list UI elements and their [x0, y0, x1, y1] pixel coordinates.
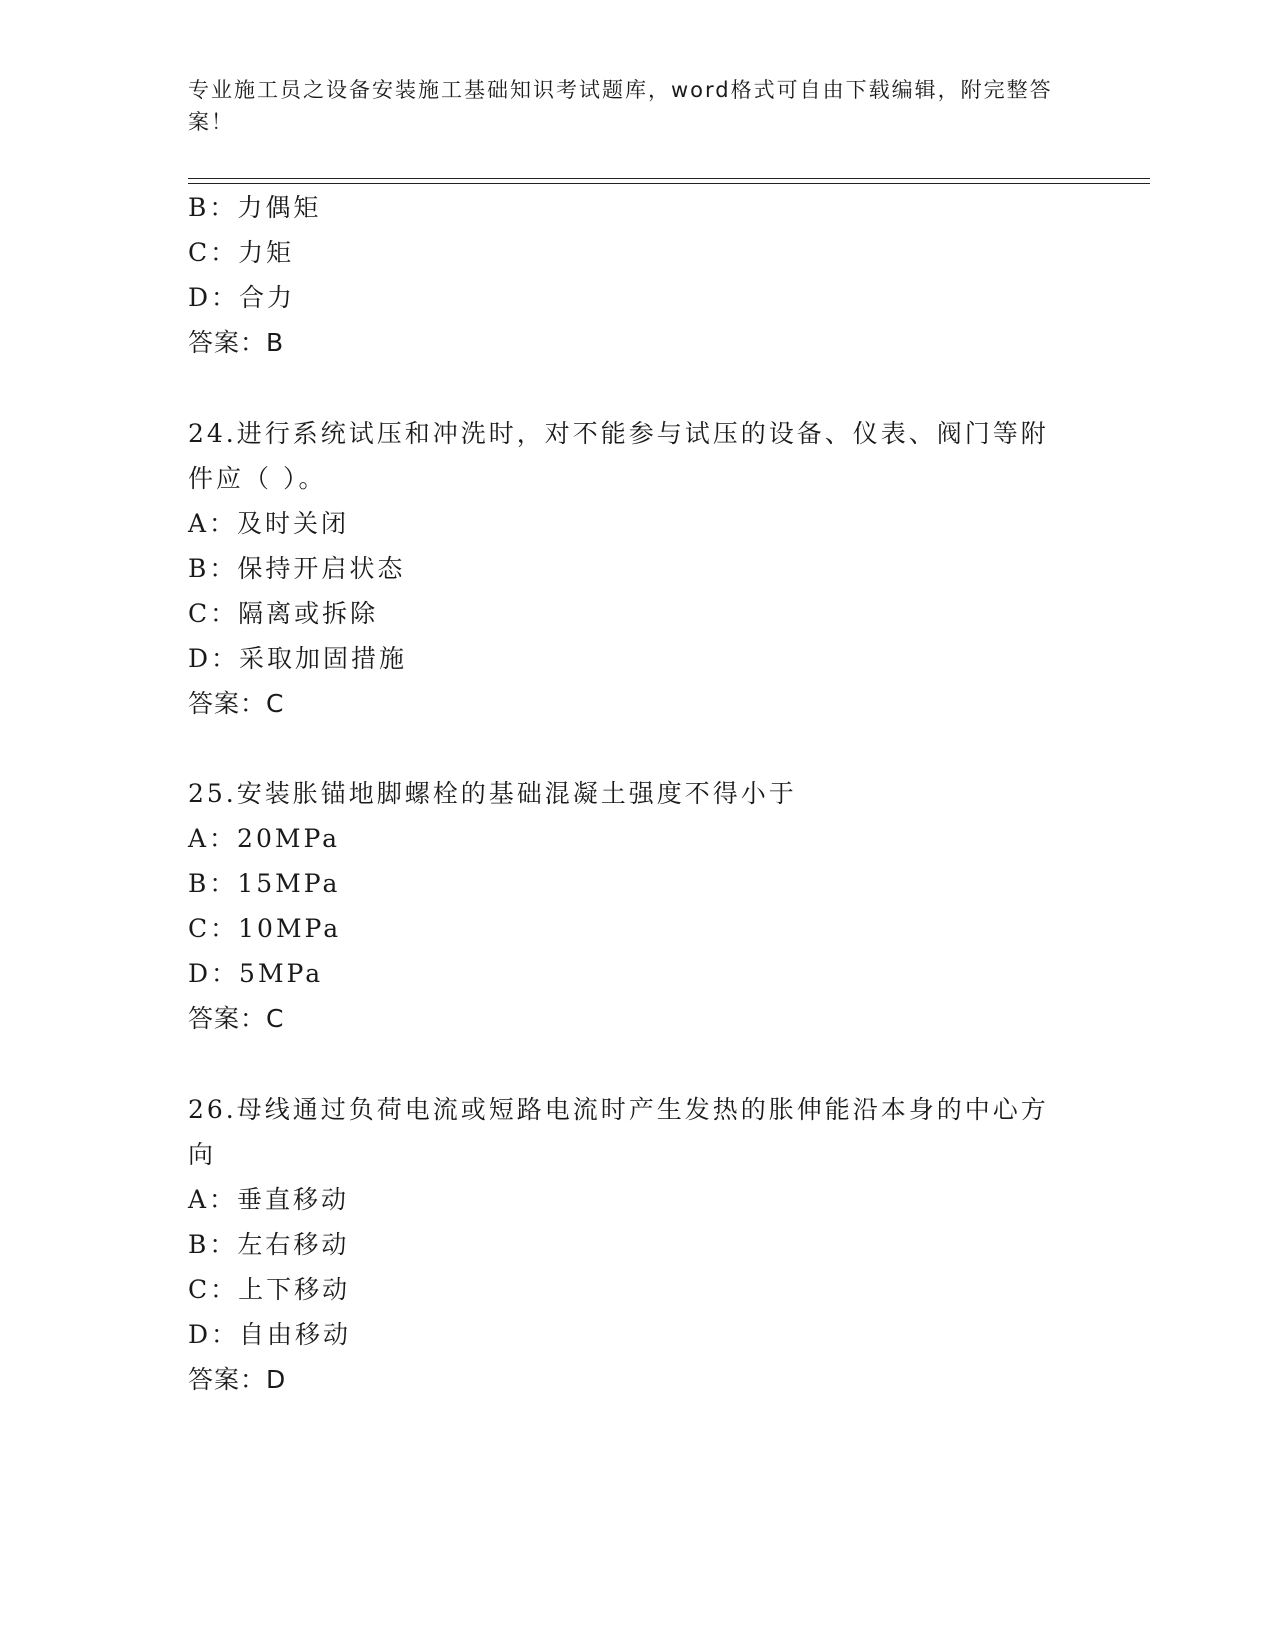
q25-option-c: C：10MPa — [188, 914, 342, 943]
q23-option-d: D：合力 — [188, 283, 296, 312]
header-divider-bottom — [188, 183, 1150, 184]
q24-option-a: A：及时关闭 — [188, 509, 350, 538]
q25-option-b: B：15MPa — [188, 869, 341, 898]
q26-option-c: C：上下移动 — [188, 1275, 351, 1304]
q24-stem-line-2: 件应（ ）。 — [188, 464, 327, 493]
q23-option-b: B：力偶矩 — [188, 193, 322, 222]
q23-option-c: C：力矩 — [188, 238, 295, 267]
q26-option-b: B：左右移动 — [188, 1230, 350, 1259]
q26-stem-line-2: 向 — [188, 1140, 217, 1169]
q25-answer: 答案：C — [188, 1004, 285, 1033]
q24-option-c: C：隔离或拆除 — [188, 599, 379, 628]
page-header-title: 专业施工员之设备安装施工基础知识考试题库，word格式可自由下载编辑，附完整答案！ — [188, 78, 1053, 134]
q26-stem-line-1: 26.母线通过负荷电流或短路电流时产生发热的胀伸能沿本身的中心方 — [188, 1095, 1049, 1124]
q26-answer: 答案：D — [188, 1365, 287, 1394]
q25-stem-line-1: 25.安装胀锚地脚螺栓的基础混凝土强度不得小于 — [188, 779, 797, 808]
q24-stem-line-1: 24.进行系统试压和冲洗时，对不能参与试压的设备、仪表、阀门等附 — [188, 419, 1049, 448]
q23-answer: 答案：B — [188, 328, 285, 357]
q26-option-d: D：自由移动 — [188, 1320, 352, 1349]
q24-option-d: D：采取加固措施 — [188, 644, 408, 673]
header-divider-top — [188, 178, 1150, 179]
q24-option-b: B：保持开启状态 — [188, 554, 406, 583]
q25-option-a: A：20MPa — [188, 824, 341, 853]
q26-option-a: A：垂直移动 — [188, 1185, 350, 1214]
q25-option-d: D：5MPa — [188, 959, 324, 988]
q24-answer: 答案：C — [188, 689, 285, 718]
